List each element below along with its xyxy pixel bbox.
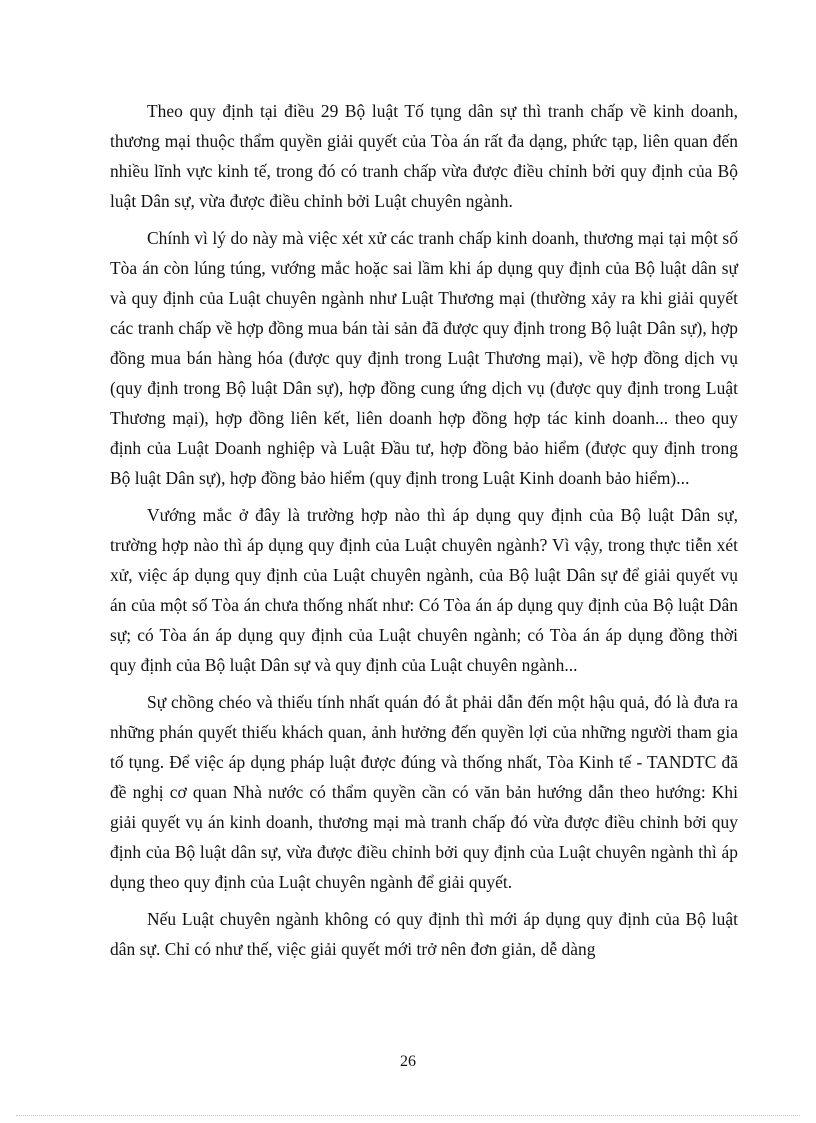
page-number: 26 [400,1053,416,1070]
paragraph-5: Nếu Luật chuyên ngành không có quy định thì mới áp dụng quy định của Bộ luật dân sự. Chỉ có như thế, việc giải quyết mới trở nên đơn giản, dễ dàng [110,909,738,959]
body-text [110,96,738,971]
paragraph-2: Chính vì lý do này mà việc xét xử các tranh chấp kinh doanh, thương mại tại một số Tòa án còn lúng túng, vướng mắc hoặc sai lầm khi áp dụng quy định của Bộ luật dân sự và quy định của Luật chuyên ngành như Luật Thương mại (thường xảy ra khi giải quyết các tranh chấp về hợp đồng mua bán tài sản đã được quy định trong Bộ luật Dân sự), hợp đồng mua bán hàng hóa (được quy định trong Luật Thương mại), về hợp đồng dịch vụ (quy định trong Bộ luật Dân sự), hợp đồng cung ứng dịch vụ (được quy định trong Luật Thương mại), hợp đồng liên kết, liên doanh hợp đồng hợp tác kinh doanh... theo quy định của Luật Doanh nghiệp và Luật Đầu tư, hợp đồng bảo hiểm (được quy định trong Bộ luật Dân sự), hợp đồng bảo hiểm (quy định trong Luật Kinh doanh bảo hiểm)... [110,228,738,488]
paragraph-3: Vướng mắc ở đây là trường hợp nào thì áp dụng quy định của Bộ luật Dân sự, trường hợp nào thì áp dụng quy định của Luật chuyên ngành? Vì vậy, trong thực tiễn xét xử, việc áp dụng quy định của Luật chuyên ngành, của Bộ luật Dân sự để giải quyết vụ án của một số Tòa án chưa thống nhất như: Có Tòa án áp dụng quy định của Bộ luật Dân sự; có Tòa án áp dụng quy định của Luật chuyên ngành; có Tòa án áp dụng đồng thời quy định của Bộ luật Dân sự và quy định của Luật chuyên ngành... [110,505,738,675]
paragraph-4: Sự chồng chéo và thiếu tính nhất quán đó ắt phải dẫn đến một hậu quả, đó là đưa ra những phán quyết thiếu khách quan, ảnh hưởng đến quyền lợi của những người tham gia tố tụng. Để việc áp dụng pháp luật được đúng và thống nhất, Tòa Kinh tế - TANDTC đã đề nghị cơ quan Nhà nước có thẩm quyền cần có văn bản hướng dẫn theo hướng: Khi giải quyết vụ án kinh doanh, thương mại mà tranh chấp đó vừa được điều chỉnh bởi quy định của Bộ luật dân sự, vừa được điều chỉnh bởi quy định của Luật chuyên ngành thì áp dụng theo quy định của Luật chuyên ngành để giải quyết. [110,692,738,892]
page-bottom-divider [16,1115,800,1116]
paragraph-1: Theo quy định tại điều 29 Bộ luật Tố tụng dân sự thì tranh chấp về kinh doanh, thương mại thuộc thẩm quyền giải quyết của Tòa án rất đa dạng, phức tạp, liên quan đến nhiều lĩnh vực kinh tế, trong đó có tranh chấp vừa được điều chỉnh bởi quy định của Bộ luật Dân sự, vừa được điều chỉnh bởi Luật chuyên ngành. [110,101,738,211]
